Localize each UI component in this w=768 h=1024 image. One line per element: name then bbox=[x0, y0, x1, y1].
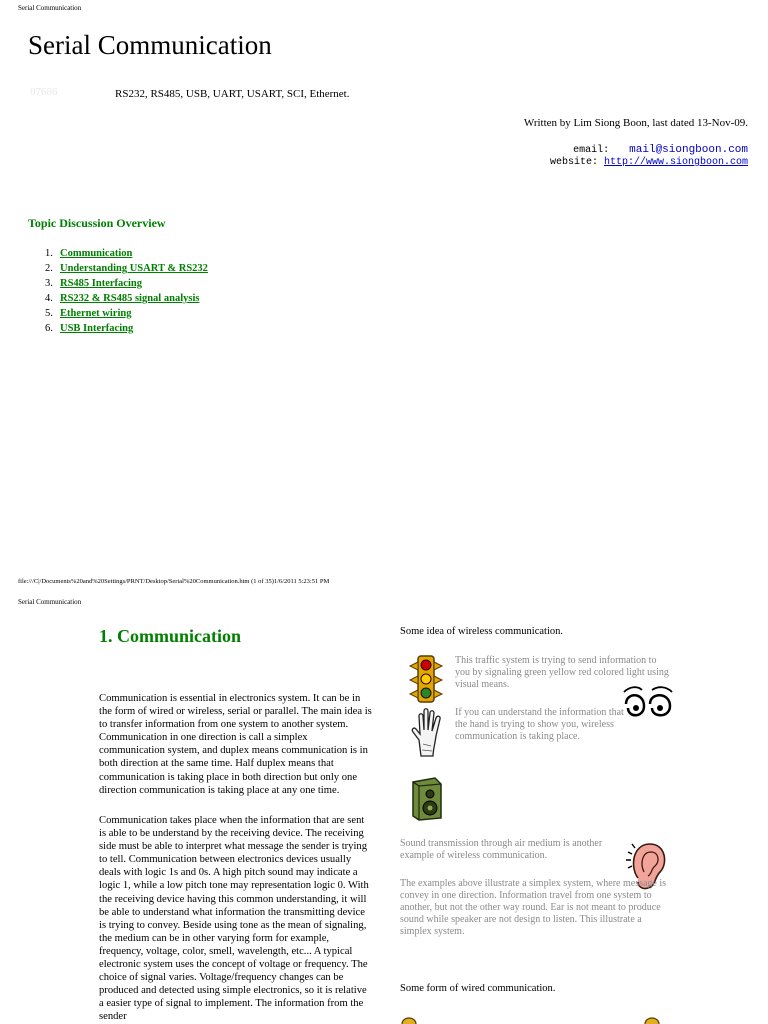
item-number: 4. bbox=[45, 293, 53, 304]
wired-device-icon-2 bbox=[643, 1016, 661, 1024]
website-label: website: bbox=[549, 157, 598, 168]
page-header: Serial Communication bbox=[18, 4, 82, 12]
wired-device-icon bbox=[400, 1016, 418, 1024]
item-number: 6. bbox=[45, 323, 53, 334]
section-title: 1. Communication bbox=[99, 626, 242, 646]
simplex-description: The examples above illustrate a simplex system, where message is convey in one direction. Information travel from one system to another, but not the other way round. Ear is not meant to produce sound while speaker are not design to listen. This illustrate a simplex system. bbox=[400, 878, 667, 937]
speaker-icon bbox=[407, 776, 445, 822]
website-line bbox=[550, 157, 748, 168]
toc-link-usb[interactable]: USB Interfacing bbox=[60, 323, 134, 334]
toc-link-communication[interactable]: Communication bbox=[60, 248, 133, 259]
list-item bbox=[45, 261, 208, 276]
eyes-icon bbox=[622, 684, 674, 726]
hand-description: If you can understand the information that the hand is trying to show you, wireless communication is taking place. bbox=[455, 707, 624, 742]
list-item bbox=[45, 321, 208, 336]
paragraph: Communication takes place when the information that are sent is able to be understand by the receiving device. The receiving side must be able to interpret what message the sender is trying to tell. Communication between electronics devices usually deals with logic 1s and 0s. A high pitch sound may indicate a logic 1, while a low pitch tone may representation logic 0. With the receiving device having this common understanding, it will be able to understand what information the transmitting device is trying to convey. Beside using tone as the mean of signaling, the medium can be in other varying form for example, frequency, voltage, color, smell, wavelength, etc... A typical electronic system uses the concept of voltage or frequency. The choice of signal varies. Voltage/frequency changes can be produced and detected using simple electronics, so it is relative a easier type of signal to implement. The information from the sender bbox=[99, 815, 369, 1023]
print-footer: file:///C|/Documents%20and%20Settings/PRNT/Desktop/Serial%20Communication.htm (1 of 35)1/6/2011 5:23:51 PM bbox=[18, 578, 330, 585]
item-number: 3. bbox=[45, 278, 53, 289]
wireless-heading: Some idea of wireless communication. bbox=[400, 626, 564, 637]
paragraph: Communication is essential in electronics system. It can be in the form of wired or wireless, serial or parallel. The main idea is to transfer information from one system to another system. Communication in one direction is call a simplex communication system, and duplex means communication is in both direction at the same time. Half duplex means that communication is taking place in both direction but only one direction communication is taking place at any one time. bbox=[99, 693, 372, 796]
wired-heading: Some form of wired communication. bbox=[400, 983, 556, 994]
toc-link-usart-rs232[interactable]: Understanding USART & RS232 bbox=[60, 263, 208, 274]
page-subtitle: RS232, RS485, USB, UART, USART, SCI, Ethernet. bbox=[115, 88, 350, 100]
toc-link-rs485[interactable]: RS485 Interfacing bbox=[60, 278, 142, 289]
overview-title: Topic Discussion Overview bbox=[28, 216, 166, 230]
traffic-description: This traffic system is trying to send information to you by signaling green yellow red colored light using visual means. bbox=[455, 655, 669, 690]
email-label: email: bbox=[573, 145, 610, 156]
page-title: Serial Communication bbox=[28, 30, 272, 60]
author-line: Written by Lim Siong Boon, last dated 13-Nov-09. bbox=[523, 117, 748, 129]
list-item bbox=[45, 276, 208, 291]
item-number: 2. bbox=[45, 263, 53, 274]
traffic-light-icon bbox=[407, 654, 445, 706]
email-line bbox=[573, 144, 748, 156]
page-header-2: Serial Communication bbox=[18, 598, 82, 606]
topic-list bbox=[45, 246, 208, 336]
email-link[interactable]: mail@siongboon.com bbox=[629, 144, 748, 156]
toc-link-ethernet[interactable]: Ethernet wiring bbox=[60, 308, 132, 319]
list-item bbox=[45, 306, 208, 321]
list-item bbox=[45, 246, 208, 261]
item-number: 1. bbox=[45, 248, 53, 259]
visit-counter: 07686 bbox=[30, 86, 58, 98]
list-item bbox=[45, 291, 208, 306]
hand-icon bbox=[407, 706, 447, 758]
item-number: 5. bbox=[45, 308, 53, 319]
toc-link-signal-analysis[interactable]: RS232 & RS485 signal analysis bbox=[60, 293, 200, 304]
website-link[interactable]: http://www.siongboon.com bbox=[603, 157, 748, 168]
sound-description: Sound transmission through air medium is another example of wireless communication. bbox=[400, 838, 603, 861]
